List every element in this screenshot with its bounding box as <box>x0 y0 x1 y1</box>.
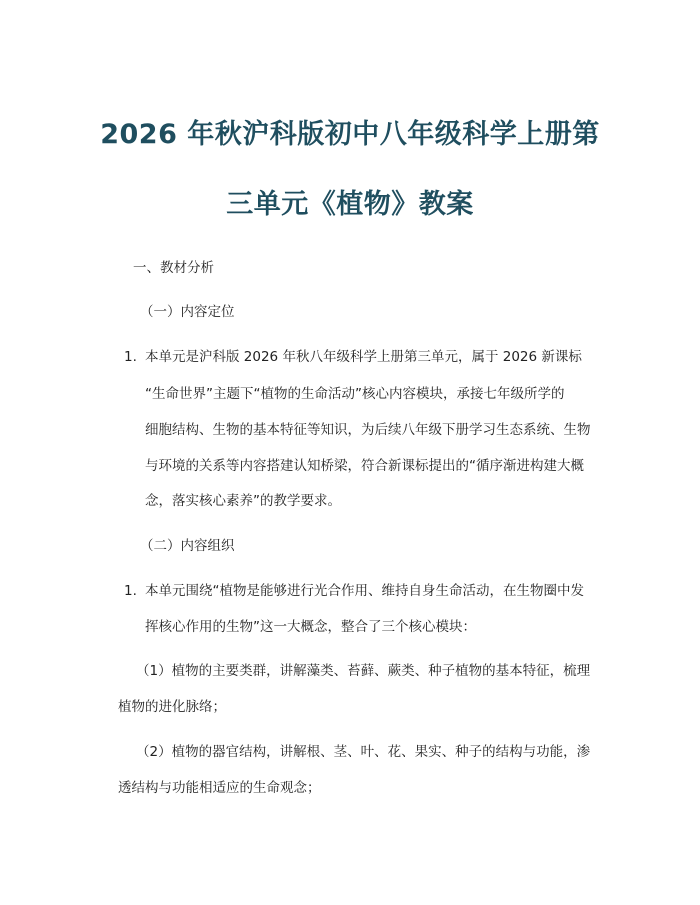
paragraph-line: 念，落实核心素养”的教学要求。 <box>145 493 341 509</box>
paragraph-line: 挥核心作用的生物”这一大概念，整合了三个核心模块： <box>145 619 476 635</box>
paragraph-line: 细胞结构、生物的基本特征等知识，为后续八年级下册学习生态系统、生物 <box>145 422 591 438</box>
paragraph-line: 植物的进化脉络； <box>118 699 226 715</box>
list-number-1: 1. <box>124 583 137 599</box>
paragraph-line: 本单元围绕“植物是能够进行光合作用、维持自身生命活动，在生物圈中发 <box>145 583 584 599</box>
list-number-1: 1. <box>124 349 137 365</box>
paragraph-line: 本单元是沪科版 2026 年秋八年级科学上册第三单元，属于 2026 新课标 <box>145 349 582 365</box>
document-title-line-2: 三单元《植物》教案 <box>226 189 474 220</box>
section-heading-textbook-analysis: 一、教材分析 <box>133 260 214 276</box>
document-title-line-1: 2026 年秋沪科版初中八年级科学上册第 <box>100 119 600 150</box>
paragraph-line: （1）植物的主要类群，讲解藻类、苔藓、蕨类、种子植物的基本特征，梳理 <box>136 663 591 679</box>
paragraph-line: （2）植物的器官结构，讲解根、茎、叶、花、果实、种子的结构与功能，渗 <box>136 744 591 760</box>
paragraph-line: 透结构与功能相适应的生命观念； <box>118 780 321 796</box>
subheading-content-organization: （二）内容组织 <box>140 538 235 554</box>
paragraph-line: “生命世界”主题下“植物的生命活动”核心内容模块，承接七年级所学的 <box>145 386 565 402</box>
subheading-content-positioning: （一）内容定位 <box>140 304 235 320</box>
paragraph-line: 与环境的关系等内容搭建认知桥梁，符合新课标提出的“循序渐进构建大概 <box>145 458 584 474</box>
